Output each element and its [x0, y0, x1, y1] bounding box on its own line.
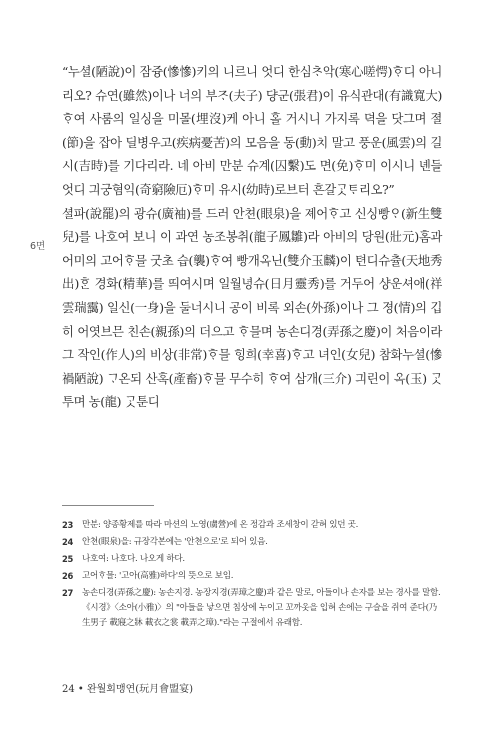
footnote-number: 26 — [62, 571, 74, 581]
footnote — [62, 586, 442, 631]
footnote-text: 안쳔(眼泉)을: 규장각본에는 '안쳔으로'로 되어 있음. — [82, 537, 268, 547]
footnote-divider — [62, 505, 154, 506]
footnote-number: 25 — [62, 554, 74, 564]
footnote — [62, 518, 442, 533]
footnote-number: 27 — [62, 588, 74, 598]
footnotes — [62, 518, 442, 633]
page-footer: 24 • 완월회맹연(玩月會盟宴) — [62, 684, 194, 695]
footnote-number: 24 — [62, 537, 74, 547]
footnote-text: 나호여: 나호다. 나오게 하다. — [82, 554, 185, 564]
footnote — [62, 535, 442, 550]
main-text — [62, 60, 442, 414]
footnote-text: 고어ᄒᆞ믈: '고아(高雅)하다'의 뜻으로 보임. — [82, 571, 234, 581]
footnote-text: 농손디경(弄孫之慶): 농손지경. 농장지경(弄璋之慶)과 같은 말로, 아들이나 손자를 보는 경사를 말함. 《시경》〈소아(小雅)〉의 "아들을 낳으면 침상에 누이고 꼬까옷을 입혀 손에는 구슬을 쥐여 준다(乃生男子 載寢之牀 載衣之裳 載弄之璋)."라는 구절에서 유래함. — [82, 588, 441, 628]
paragraph: “누셜(陋說)이 잠즁(慘慘)키의 니르니 엇디 한심ᄎᆞ악(寒心嗟愕)ᄒᆞ디 아니리오? 슈연(雖然)이나 너의 부ᄌᆞ(夫子) 댱군(張君)이 유식관대(有識寬大)ᄒᆞ여 사룸의 일싱을 미몰(埋沒)케 아니 홀 거시니 가지록 뎍을 닷그며 졀(節)을 잡아 딜병우고(疾病憂苦)의 모음을 동(動)치 말고 풍운(風雲)의 길시(吉時)를 기다리라. 네 아비 만분 슈계(囚繫)도 면(免)ᄒᆞ미 이시니 녠들 엇디 긔궁혐익(奇窮險厄)ᄒᆞ미 유시(幼時)로브터 흔갈ᄀᆞᆺᄐᆞ리오?” — [62, 64, 442, 197]
footnote — [62, 552, 442, 567]
paragraph: 셜파(說罷)의 광슈(廣袖)를 드러 안쳔(眼泉)을 졔어ᄒᆞ고 신싱빵ᄋᆞ(新生雙兒)를 나호여 보니 이 과연 농조봉취(龍子鳳雛)라 아비의 당원(壯元)홈과 어미의 고어ᄒᆞ믈 굿초 습(襲)ᄒᆞ여 빵개옥닌(雙介玉麟)이 텬디슈츌(天地秀出)ᄒᆞᆫ 경화(精華)를 띄여시며 일월녕슈(日月靈秀)를 거두어 샹운셔애(祥雲瑞靄) 일신(一身)을 둘너시니 공이 비록 외손(外孫)이나 그 졍(情)의 깁히 어엿브믄 친손(親孫)의 더으고 ᄒᆞ믈며 농손디경(弄孫之慶)이 처음이라 그 작인(作人)의 비상(非常)ᄒᆞ믈 힝희(幸喜)ᄒᆞ고 녀인(女兒) 참화누셜(慘禍陋說) ᄀᆞ온되 산혹(產畜)ᄒᆞ믈 무수히 ᄒᆞ여 삼개(三介) 긔린이 옥(玉) ᄀᆞᆺ투며 농(龍) ᄀᆞᆺ툰디 — [62, 205, 442, 410]
footnote — [62, 569, 442, 584]
page-margin-label: 6면 — [30, 241, 46, 252]
footnote-number: 23 — [62, 520, 74, 530]
footnote-text: 만분: 양종황제를 따라 마션의 노영(虜營)에 온 정감과 조세창이 갇혀 있던 곳. — [82, 520, 359, 530]
